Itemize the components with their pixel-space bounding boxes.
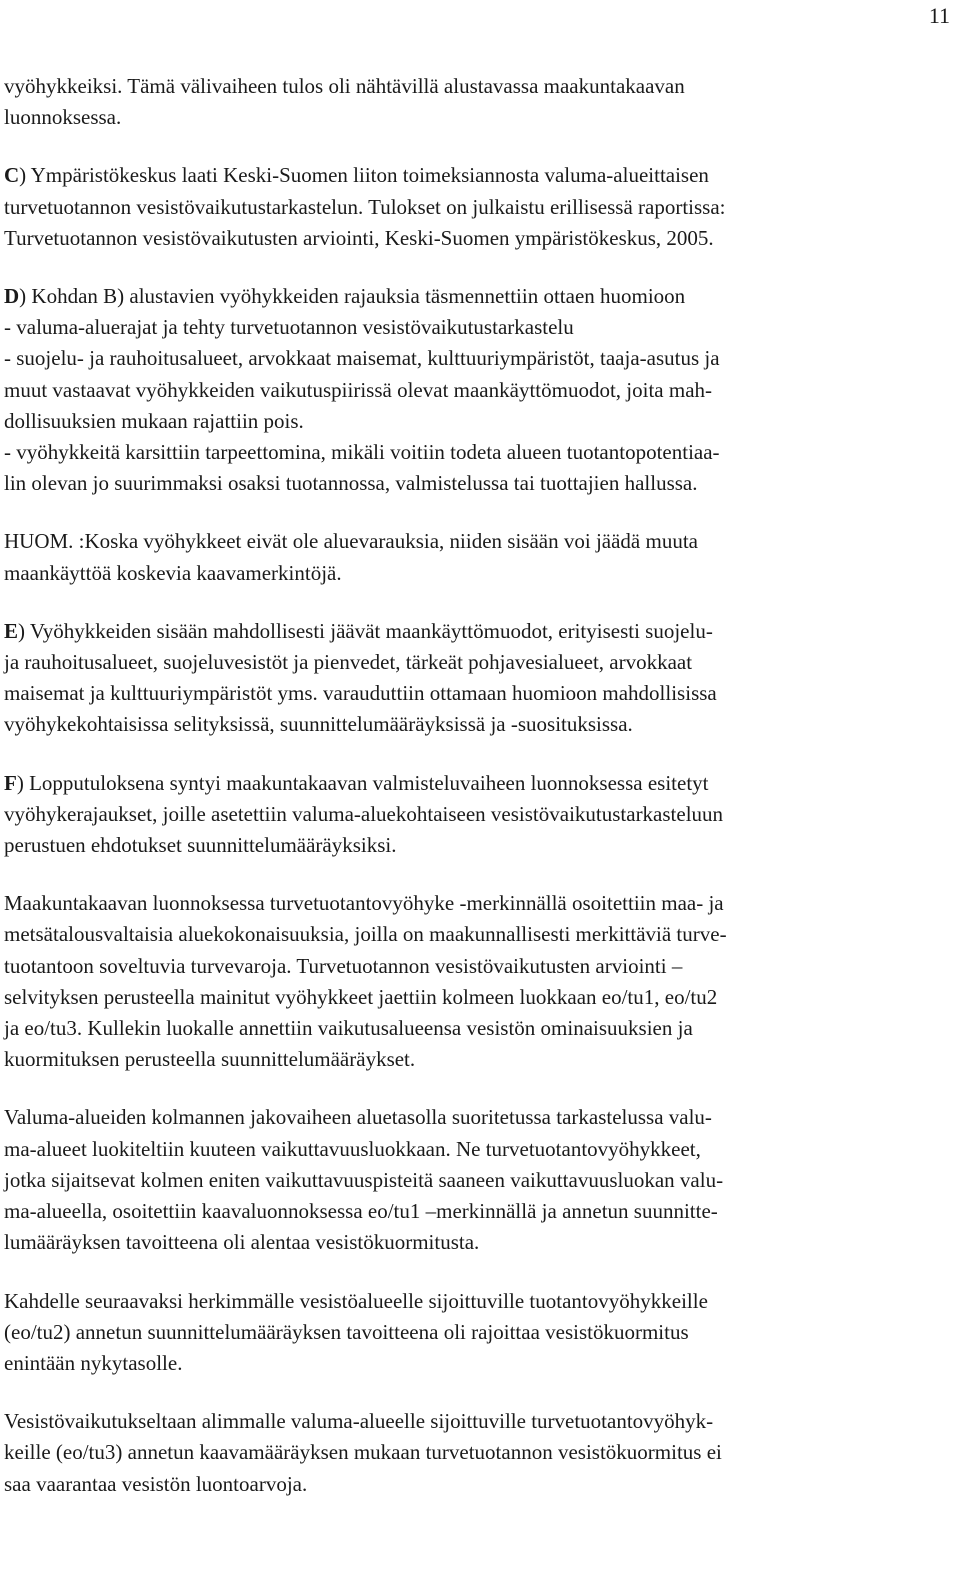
document-body <box>4 71 948 1527</box>
text-line <box>4 437 948 468</box>
text-line <box>4 678 948 709</box>
line-text: dollisuuksien mukaan rajattiin pois. <box>4 408 304 433</box>
line-text: saa vaarantaa vesistön luontoarvoja. <box>4 1471 308 1496</box>
line-text: ma-alueet luokiteltiin kuuteen vaikuttavuusluokkaan. Ne turvetuotantovyöhykkeet, <box>4 1136 701 1161</box>
text-line <box>4 768 948 799</box>
text-line <box>4 1317 948 1348</box>
line-text: HUOM. :Koska vyöhykkeet eivät ole aluevarauksia, niiden sisään voi jäädä muuta <box>4 529 698 554</box>
text-line <box>4 647 948 678</box>
line-text: Turvetuotannon vesistövaikutusten arviointi, Keski-Suomen ympäristökeskus, 2005. <box>4 225 714 250</box>
text-line <box>4 951 948 982</box>
paragraph-section-f <box>4 768 948 862</box>
line-text: turvetuotannon vesistövaikutustarkastelun. Tulokset on julkaistu erillisessä raportissa: <box>4 194 726 219</box>
line-text: enintään nykytasolle. <box>4 1350 183 1375</box>
text-line <box>4 526 948 557</box>
paragraph-maakuntakaava <box>4 888 948 1075</box>
line-text: Maakuntakaavan luonnoksessa turvetuotantovyöhyke -merkinnällä osoitettiin maa- ja <box>4 891 724 916</box>
line-text: lin olevan jo suurimmaksi osaksi tuotannossa, valmistelussa tai tuottajien hallussa. <box>4 471 698 496</box>
section-letter: C <box>4 163 20 188</box>
line-text: Valuma-alueiden kolmannen jakovaiheen aluetasolla suoritetussa tarkastelussa valu- <box>4 1105 712 1130</box>
line-text: - valuma-aluerajat ja tehty turvetuotannon vesistövaikutustarkastelu <box>4 315 574 340</box>
line-text: tuotantoon soveltuvia turvevaroja. Turvetuotannon vesistövaikutusten arviointi – <box>4 953 683 978</box>
line-text: (eo/tu2) annetun suunnittelumääräyksen tavoitteena oli rajoittaa vesistökuormitus <box>4 1319 689 1344</box>
page-number: 11 <box>928 3 950 28</box>
text-line <box>4 1165 948 1196</box>
text-line <box>4 616 948 647</box>
paragraph-huom <box>4 526 948 588</box>
text-line <box>4 799 948 830</box>
text-line <box>4 102 948 133</box>
text-line <box>4 1437 948 1468</box>
line-text: ) Lopputuloksena syntyi maakuntakaavan valmisteluvaiheen luonnoksessa esitetyt <box>16 770 709 795</box>
line-text: metsätalousvaltaisia aluekokonaisuuksia, joilla on maakunnallisesti merkittäviä turve- <box>4 922 727 947</box>
line-text: vyöhykekohtaisissa selityksissä, suunnittelumääräyksissä ja -suosituksissa. <box>4 712 633 737</box>
text-line <box>4 830 948 861</box>
text-line <box>4 71 948 102</box>
paragraph-section-c <box>4 160 948 254</box>
paragraph-section-d <box>4 281 948 499</box>
text-line <box>4 312 948 343</box>
text-line <box>4 1013 948 1044</box>
line-text: Kahdelle seuraavaksi herkimmälle vesistöalueelle sijoittuville tuotantovyöhykkeille <box>4 1288 708 1313</box>
line-text: muut vastaavat vyöhykkeiden vaikutuspiirissä olevat maankäyttömuodot, joita mah- <box>4 377 713 402</box>
line-text: ) Ympäristökeskus laati Keski-Suomen liiton toimeksiannosta valuma-alueittaisen <box>19 163 709 188</box>
line-text: luonnoksessa. <box>4 105 122 130</box>
section-letter: F <box>4 770 17 795</box>
text-line <box>4 192 948 223</box>
line-text: perustuen ehdotukset suunnittelumääräyksiksi. <box>4 833 397 858</box>
paragraph-kahdelle <box>4 1286 948 1380</box>
text-line <box>4 1196 948 1227</box>
paragraph-valuma-alueet <box>4 1102 948 1258</box>
text-line <box>4 558 948 589</box>
text-line <box>4 1102 948 1133</box>
line-text: ma-alueella, osoitettiin kaavaluonnoksessa eo/tu1 –merkinnällä ja annetun suunnitte- <box>4 1199 718 1224</box>
line-text: jotka sijaitsevat kolmen eniten vaikuttavuuspisteitä saaneen vaikuttavuusluokan valu- <box>4 1167 724 1192</box>
line-text: selvityksen perusteella mainitut vyöhykkeet jaettiin kolmeen luokkaan eo/tu1, eo/tu2 <box>4 984 718 1009</box>
line-text: ) Kohdan B) alustavien vyöhykkeiden rajauksia täsmennettiin ottaen huomioon <box>19 284 686 309</box>
text-line <box>4 406 948 437</box>
text-line <box>4 468 948 499</box>
paragraph-vesistovaikutukseltaan <box>4 1406 948 1500</box>
text-line <box>4 1134 948 1165</box>
text-line <box>4 888 948 919</box>
line-text: ja rauhoitusalueet, suojeluvesistöt ja pienvedet, tärkeät pohjavesialueet, arvokkaat <box>4 650 693 675</box>
text-line <box>4 709 948 740</box>
text-line <box>4 919 948 950</box>
text-line <box>4 1469 948 1500</box>
paragraph-section-e <box>4 616 948 741</box>
section-letter: D <box>4 284 20 309</box>
line-text: - suojelu- ja rauhoitusalueet, arvokkaat maisemat, kulttuuriympäristöt, taaja-asutus ja <box>4 346 720 371</box>
line-text: maankäyttöä koskevia kaavamerkintöjä. <box>4 560 342 585</box>
line-text: kuormituksen perusteella suunnittelumääräykset. <box>4 1047 416 1072</box>
text-line <box>4 1227 948 1258</box>
line-text: Vesistövaikutukseltaan alimmalle valuma-alueelle sijoittuville turvetuotantovyöhyk- <box>4 1409 714 1434</box>
line-text: ja eo/tu3. Kullekin luokalle annettiin vaikutusalueensa vesistön ominaisuuksien ja <box>4 1016 693 1041</box>
text-line <box>4 982 948 1013</box>
line-text: lumääräyksen tavoitteena oli alentaa vesistökuormitusta. <box>4 1230 480 1255</box>
text-line <box>4 343 948 374</box>
section-letter: E <box>4 618 19 643</box>
text-line <box>4 1406 948 1437</box>
line-text: - vyöhykkeitä karsittiin tarpeettomina, mikäli voitiin todeta alueen tuotantopotentiaa- <box>4 440 720 465</box>
line-text: ) Vyöhykkeiden sisään mahdollisesti jäävät maankäyttömuodot, erityisesti suojelu- <box>18 618 713 643</box>
text-line <box>4 375 948 406</box>
text-line <box>4 1348 948 1379</box>
text-line <box>4 1286 948 1317</box>
text-line <box>4 1044 948 1075</box>
text-line <box>4 281 948 312</box>
line-text: keille (eo/tu3) annetun kaavamääräyksen mukaan turvetuotannon vesistökuormitus ei <box>4 1440 722 1465</box>
text-line <box>4 160 948 191</box>
line-text: maisemat ja kulttuuriympäristöt yms. varauduttiin ottamaan huomioon mahdollisissa <box>4 681 717 706</box>
line-text: vyöhykerajaukset, joille asetettiin valuma-aluekohtaiseen vesistövaikutustarkasteluun <box>4 801 724 826</box>
line-text: vyöhykkeiksi. Tämä välivaiheen tulos oli nähtävillä alustavassa maakuntakaavan <box>4 74 685 98</box>
text-line <box>4 223 948 254</box>
paragraph-intro-cont <box>4 71 948 133</box>
